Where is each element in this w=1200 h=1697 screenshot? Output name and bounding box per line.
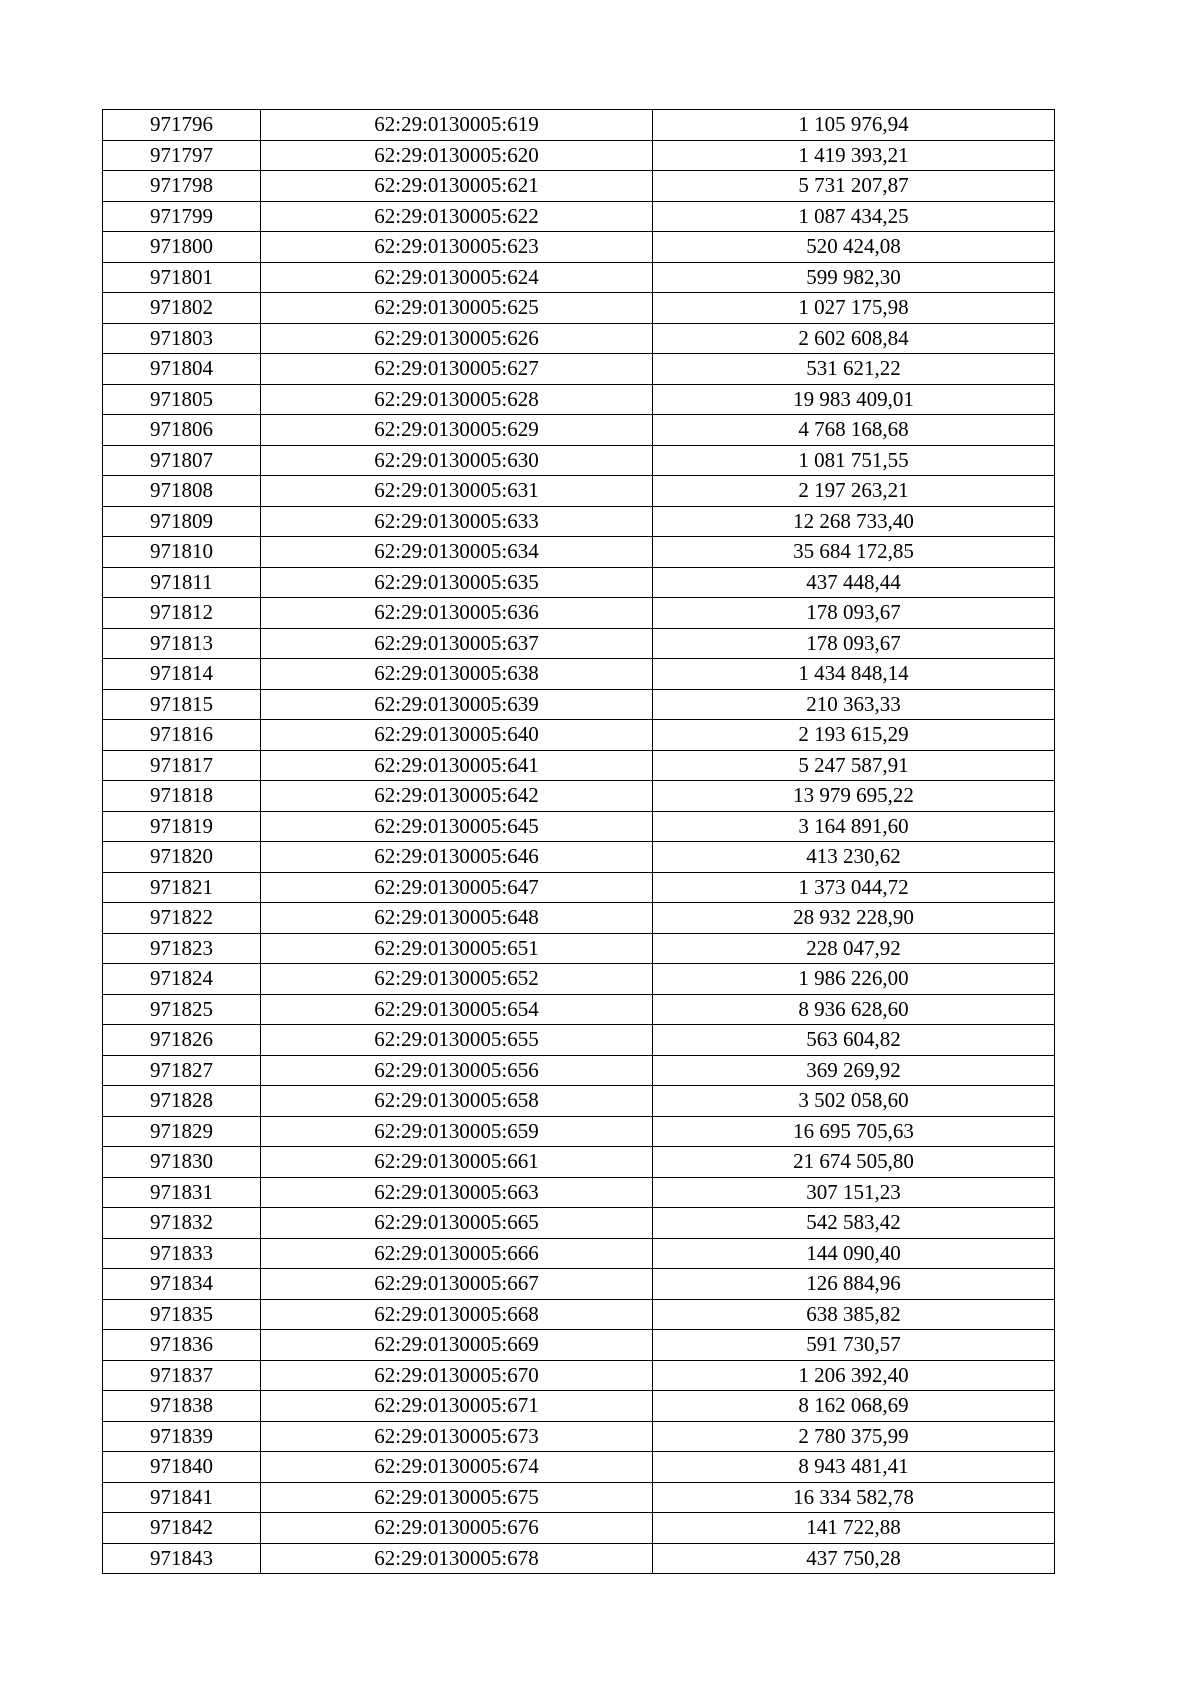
row-number-cell: 971804 (103, 354, 261, 385)
table-row (103, 232, 1055, 263)
cadastral-number-cell: 62:29:0130005:627 (261, 354, 653, 385)
row-number-cell: 971833 (103, 1238, 261, 1269)
cadastral-number-cell: 62:29:0130005:633 (261, 506, 653, 537)
row-number-cell: 971824 (103, 964, 261, 995)
table-row (103, 476, 1055, 507)
cadastral-number-cell: 62:29:0130005:659 (261, 1116, 653, 1147)
cadastral-value-cell: 307 151,23 (653, 1177, 1055, 1208)
row-number-cell: 971820 (103, 842, 261, 873)
cadastral-number-cell: 62:29:0130005:619 (261, 110, 653, 141)
row-number-cell: 971816 (103, 720, 261, 751)
cadastral-number-cell: 62:29:0130005:663 (261, 1177, 653, 1208)
cadastral-value-cell: 8 943 481,41 (653, 1452, 1055, 1483)
table-row (103, 1055, 1055, 1086)
table-row (103, 1452, 1055, 1483)
cadastral-value-cell: 141 722,88 (653, 1513, 1055, 1544)
cadastral-number-cell: 62:29:0130005:646 (261, 842, 653, 873)
cadastral-number-cell: 62:29:0130005:655 (261, 1025, 653, 1056)
table-row (103, 140, 1055, 171)
table-body (103, 110, 1055, 1574)
cadastral-number-cell: 62:29:0130005:622 (261, 201, 653, 232)
cadastral-value-cell: 1 373 044,72 (653, 872, 1055, 903)
cadastral-value-cell: 16 334 582,78 (653, 1482, 1055, 1513)
row-number-cell: 971826 (103, 1025, 261, 1056)
cadastral-number-cell: 62:29:0130005:670 (261, 1360, 653, 1391)
cadastral-value-cell: 126 884,96 (653, 1269, 1055, 1300)
table-row (103, 842, 1055, 873)
cadastral-value-cell: 1 105 976,94 (653, 110, 1055, 141)
row-number-cell: 971806 (103, 415, 261, 446)
cadastral-number-cell: 62:29:0130005:629 (261, 415, 653, 446)
table-row (103, 1208, 1055, 1239)
cadastral-number-cell: 62:29:0130005:626 (261, 323, 653, 354)
table-row (103, 872, 1055, 903)
row-number-cell: 971818 (103, 781, 261, 812)
cadastral-number-cell: 62:29:0130005:656 (261, 1055, 653, 1086)
cadastral-number-cell: 62:29:0130005:647 (261, 872, 653, 903)
cadastral-number-cell: 62:29:0130005:625 (261, 293, 653, 324)
table-row (103, 1116, 1055, 1147)
cadastral-value-cell: 144 090,40 (653, 1238, 1055, 1269)
cadastral-value-cell: 591 730,57 (653, 1330, 1055, 1361)
row-number-cell: 971813 (103, 628, 261, 659)
cadastral-number-cell: 62:29:0130005:675 (261, 1482, 653, 1513)
cadastral-value-cell: 13 979 695,22 (653, 781, 1055, 812)
table-row (103, 323, 1055, 354)
row-number-cell: 971838 (103, 1391, 261, 1422)
table-row (103, 293, 1055, 324)
row-number-cell: 971832 (103, 1208, 261, 1239)
row-number-cell: 971811 (103, 567, 261, 598)
cadastral-value-cell: 599 982,30 (653, 262, 1055, 293)
table-row (103, 1482, 1055, 1513)
cadastral-value-cell: 2 197 263,21 (653, 476, 1055, 507)
cadastral-value-cell: 1 027 175,98 (653, 293, 1055, 324)
table-row (103, 689, 1055, 720)
table-row (103, 110, 1055, 141)
cadastral-number-cell: 62:29:0130005:676 (261, 1513, 653, 1544)
row-number-cell: 971800 (103, 232, 261, 263)
cadastral-value-cell: 3 502 058,60 (653, 1086, 1055, 1117)
table-row (103, 1238, 1055, 1269)
cadastral-number-cell: 62:29:0130005:631 (261, 476, 653, 507)
cadastral-value-cell: 3 164 891,60 (653, 811, 1055, 842)
table-row (103, 781, 1055, 812)
table-row (103, 994, 1055, 1025)
cadastral-value-cell: 369 269,92 (653, 1055, 1055, 1086)
table-row (103, 1513, 1055, 1544)
table-row (103, 1147, 1055, 1178)
cadastral-number-cell: 62:29:0130005:641 (261, 750, 653, 781)
cadastral-number-cell: 62:29:0130005:673 (261, 1421, 653, 1452)
cadastral-value-cell: 4 768 168,68 (653, 415, 1055, 446)
cadastral-value-cell: 8 936 628,60 (653, 994, 1055, 1025)
row-number-cell: 971843 (103, 1543, 261, 1574)
cadastral-value-cell: 1 081 751,55 (653, 445, 1055, 476)
row-number-cell: 971812 (103, 598, 261, 629)
table-row (103, 1177, 1055, 1208)
cadastral-value-cell: 1 986 226,00 (653, 964, 1055, 995)
row-number-cell: 971803 (103, 323, 261, 354)
cadastral-number-cell: 62:29:0130005:648 (261, 903, 653, 934)
cadastral-number-cell: 62:29:0130005:671 (261, 1391, 653, 1422)
table-row (103, 567, 1055, 598)
row-number-cell: 971815 (103, 689, 261, 720)
row-number-cell: 971821 (103, 872, 261, 903)
cadastral-number-cell: 62:29:0130005:651 (261, 933, 653, 964)
table-row (103, 262, 1055, 293)
table-row (103, 1391, 1055, 1422)
row-number-cell: 971825 (103, 994, 261, 1025)
row-number-cell: 971809 (103, 506, 261, 537)
cadastral-value-cell: 16 695 705,63 (653, 1116, 1055, 1147)
table-row (103, 964, 1055, 995)
table-row (103, 1086, 1055, 1117)
table-row (103, 903, 1055, 934)
row-number-cell: 971802 (103, 293, 261, 324)
cadastral-number-cell: 62:29:0130005:639 (261, 689, 653, 720)
table-row (103, 1269, 1055, 1300)
cadastral-number-cell: 62:29:0130005:658 (261, 1086, 653, 1117)
cadastral-value-cell: 8 162 068,69 (653, 1391, 1055, 1422)
cadastral-number-cell: 62:29:0130005:623 (261, 232, 653, 263)
row-number-cell: 971827 (103, 1055, 261, 1086)
cadastral-value-cell: 2 780 375,99 (653, 1421, 1055, 1452)
table-row (103, 384, 1055, 415)
table-row (103, 201, 1055, 232)
cadastral-value-cell: 178 093,67 (653, 598, 1055, 629)
table-row (103, 1330, 1055, 1361)
table-row (103, 598, 1055, 629)
cadastral-value-cell: 563 604,82 (653, 1025, 1055, 1056)
cadastral-number-cell: 62:29:0130005:630 (261, 445, 653, 476)
cadastral-number-cell: 62:29:0130005:669 (261, 1330, 653, 1361)
cadastral-number-cell: 62:29:0130005:637 (261, 628, 653, 659)
cadastral-value-cell: 5 731 207,87 (653, 171, 1055, 202)
cadastral-value-cell: 2 602 608,84 (653, 323, 1055, 354)
cadastral-value-cell: 1 419 393,21 (653, 140, 1055, 171)
row-number-cell: 971828 (103, 1086, 261, 1117)
row-number-cell: 971810 (103, 537, 261, 568)
row-number-cell: 971822 (103, 903, 261, 934)
table-row (103, 1360, 1055, 1391)
row-number-cell: 971836 (103, 1330, 261, 1361)
table-row (103, 1025, 1055, 1056)
table-row (103, 933, 1055, 964)
table-row (103, 506, 1055, 537)
row-number-cell: 971807 (103, 445, 261, 476)
table-row (103, 1421, 1055, 1452)
row-number-cell: 971840 (103, 1452, 261, 1483)
table-row (103, 1299, 1055, 1330)
cadastral-number-cell: 62:29:0130005:652 (261, 964, 653, 995)
cadastral-value-cell: 178 093,67 (653, 628, 1055, 659)
cadastral-number-cell: 62:29:0130005:638 (261, 659, 653, 690)
table-row (103, 445, 1055, 476)
row-number-cell: 971830 (103, 1147, 261, 1178)
cadastral-value-cell: 35 684 172,85 (653, 537, 1055, 568)
cadastral-number-cell: 62:29:0130005:621 (261, 171, 653, 202)
table-row (103, 1543, 1055, 1574)
table-row (103, 354, 1055, 385)
cadastral-value-cell: 210 363,33 (653, 689, 1055, 720)
cadastral-number-cell: 62:29:0130005:624 (261, 262, 653, 293)
cadastral-value-cell: 542 583,42 (653, 1208, 1055, 1239)
cadastral-value-cell: 1 206 392,40 (653, 1360, 1055, 1391)
cadastral-number-cell: 62:29:0130005:640 (261, 720, 653, 751)
table-row (103, 537, 1055, 568)
row-number-cell: 971841 (103, 1482, 261, 1513)
cadastral-number-cell: 62:29:0130005:636 (261, 598, 653, 629)
cadastral-value-table (102, 109, 1055, 1574)
cadastral-number-cell: 62:29:0130005:665 (261, 1208, 653, 1239)
table-row (103, 415, 1055, 446)
row-number-cell: 971808 (103, 476, 261, 507)
cadastral-number-cell: 62:29:0130005:668 (261, 1299, 653, 1330)
cadastral-value-cell: 2 193 615,29 (653, 720, 1055, 751)
row-number-cell: 971834 (103, 1269, 261, 1300)
table-row (103, 811, 1055, 842)
cadastral-value-cell: 5 247 587,91 (653, 750, 1055, 781)
row-number-cell: 971839 (103, 1421, 261, 1452)
cadastral-number-cell: 62:29:0130005:620 (261, 140, 653, 171)
row-number-cell: 971797 (103, 140, 261, 171)
table-row (103, 659, 1055, 690)
cadastral-value-cell: 28 932 228,90 (653, 903, 1055, 934)
row-number-cell: 971805 (103, 384, 261, 415)
cadastral-value-cell: 531 621,22 (653, 354, 1055, 385)
cadastral-value-cell: 228 047,92 (653, 933, 1055, 964)
cadastral-number-cell: 62:29:0130005:634 (261, 537, 653, 568)
row-number-cell: 971798 (103, 171, 261, 202)
row-number-cell: 971799 (103, 201, 261, 232)
cadastral-number-cell: 62:29:0130005:628 (261, 384, 653, 415)
cadastral-number-cell: 62:29:0130005:654 (261, 994, 653, 1025)
cadastral-value-cell: 413 230,62 (653, 842, 1055, 873)
cadastral-value-cell: 1 087 434,25 (653, 201, 1055, 232)
row-number-cell: 971796 (103, 110, 261, 141)
row-number-cell: 971801 (103, 262, 261, 293)
row-number-cell: 971837 (103, 1360, 261, 1391)
row-number-cell: 971819 (103, 811, 261, 842)
table-row (103, 171, 1055, 202)
cadastral-number-cell: 62:29:0130005:642 (261, 781, 653, 812)
row-number-cell: 971842 (103, 1513, 261, 1544)
cadastral-value-cell: 21 674 505,80 (653, 1147, 1055, 1178)
cadastral-number-cell: 62:29:0130005:661 (261, 1147, 653, 1178)
cadastral-value-cell: 19 983 409,01 (653, 384, 1055, 415)
cadastral-number-cell: 62:29:0130005:667 (261, 1269, 653, 1300)
row-number-cell: 971814 (103, 659, 261, 690)
cadastral-value-cell: 437 750,28 (653, 1543, 1055, 1574)
row-number-cell: 971829 (103, 1116, 261, 1147)
row-number-cell: 971835 (103, 1299, 261, 1330)
table-row (103, 720, 1055, 751)
cadastral-number-cell: 62:29:0130005:645 (261, 811, 653, 842)
cadastral-number-cell: 62:29:0130005:666 (261, 1238, 653, 1269)
cadastral-value-cell: 1 434 848,14 (653, 659, 1055, 690)
cadastral-value-cell: 638 385,82 (653, 1299, 1055, 1330)
row-number-cell: 971823 (103, 933, 261, 964)
cadastral-value-cell: 12 268 733,40 (653, 506, 1055, 537)
cadastral-number-cell: 62:29:0130005:674 (261, 1452, 653, 1483)
cadastral-number-cell: 62:29:0130005:678 (261, 1543, 653, 1574)
cadastral-number-cell: 62:29:0130005:635 (261, 567, 653, 598)
cadastral-value-cell: 520 424,08 (653, 232, 1055, 263)
table-row (103, 750, 1055, 781)
table-row (103, 628, 1055, 659)
row-number-cell: 971817 (103, 750, 261, 781)
cadastral-value-cell: 437 448,44 (653, 567, 1055, 598)
row-number-cell: 971831 (103, 1177, 261, 1208)
